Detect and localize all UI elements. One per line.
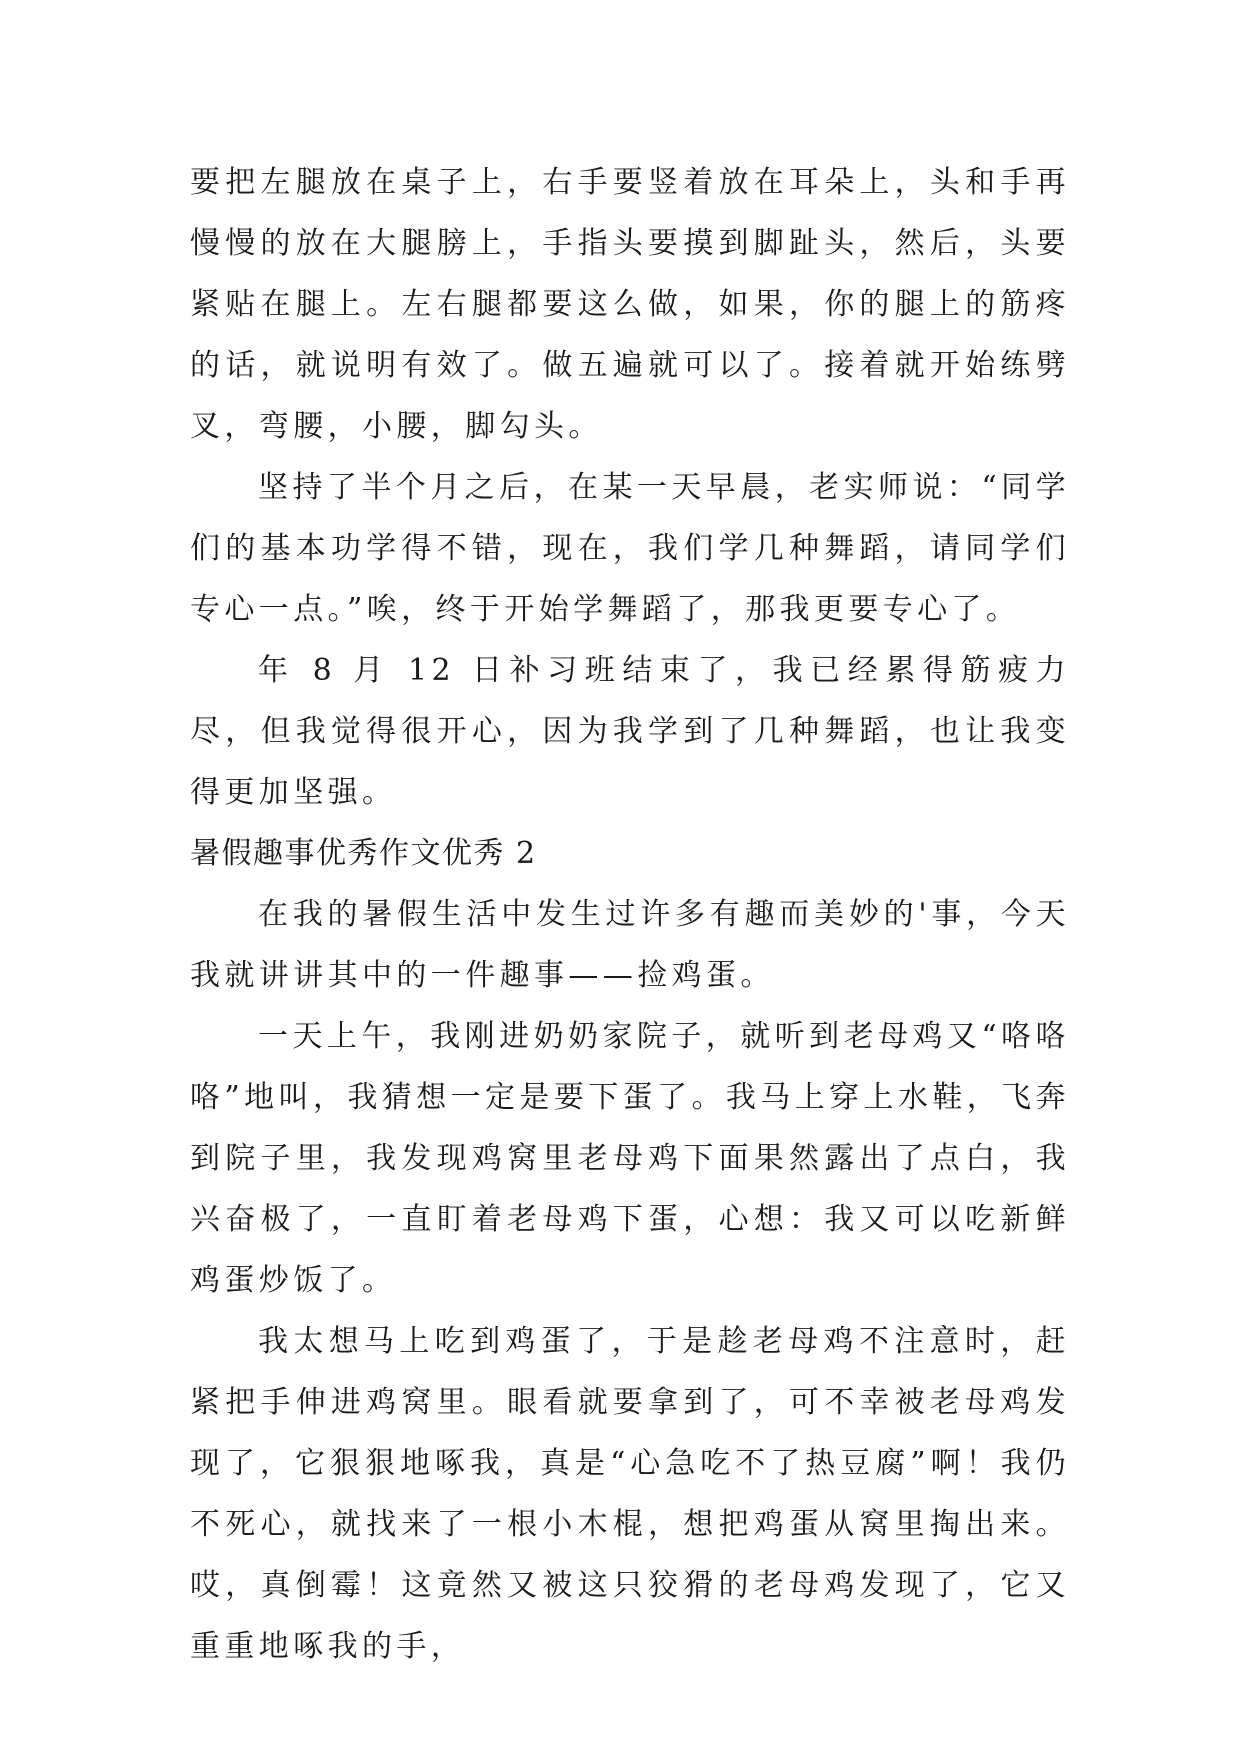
paragraph: 年 8 月 12 日补习班结束了，我已经累得筋疲力尽，但我觉得很开心，因为我学到了几种舞蹈，也让我变得更加坚强。 (190, 653, 1070, 810)
paragraph: 坚持了半个月之后，在某一天早晨，老实师说：“同学们的基本功学得不错，现在，我们学几种舞蹈，请同学们专心一点。”唉，终于开始学舞蹈了，那我更要专心了。 (190, 470, 1070, 627)
paragraph: 在我的暑假生活中发生过许多有趣而美妙的'事，今天我就讲讲其中的一件趣事——捡鸡蛋。 (190, 897, 1070, 993)
paragraph: 我太想马上吃到鸡蛋了，于是趁老母鸡不注意时，赶紧把手伸进鸡窝里。眼看就要拿到了，可不幸被老母鸡发现了，它狠狠地啄我，真是“心急吃不了热豆腐”啊！我仍不死心，就找来了一根小木棍，想把鸡蛋从窝里掏出来。哎，真倒霉！这竟然又被这只狡猾的老母鸡发现了，它又重重地啄我的手， (190, 1324, 1070, 1664)
paragraph: 要把左腿放在桌子上，右手要竖着放在耳朵上，头和手再慢慢的放在大腿膀上，手指头要摸到脚趾头，然后，头要紧贴在腿上。左右腿都要这么做，如果，你的腿上的筋疼的话，就说明有效了。做五遍就可以了。接着就开始练劈叉，弯腰，小腰，脚勾头。 (190, 165, 1070, 444)
paragraph: 一天上午，我刚进奶奶家院子，就听到老母鸡又“咯咯咯”地叫，我猜想一定是要下蛋了。我马上穿上水鞋，飞奔到院子里，我发现鸡窝里老母鸡下面果然露出了点白，我兴奋极了，一直盯着老母鸡下蛋，心想：我又可以吃新鲜鸡蛋炒饭了。 (190, 1019, 1070, 1298)
section-heading: 暑假趣事优秀作文优秀 2 (190, 836, 537, 871)
document-page (190, 152, 1070, 1677)
